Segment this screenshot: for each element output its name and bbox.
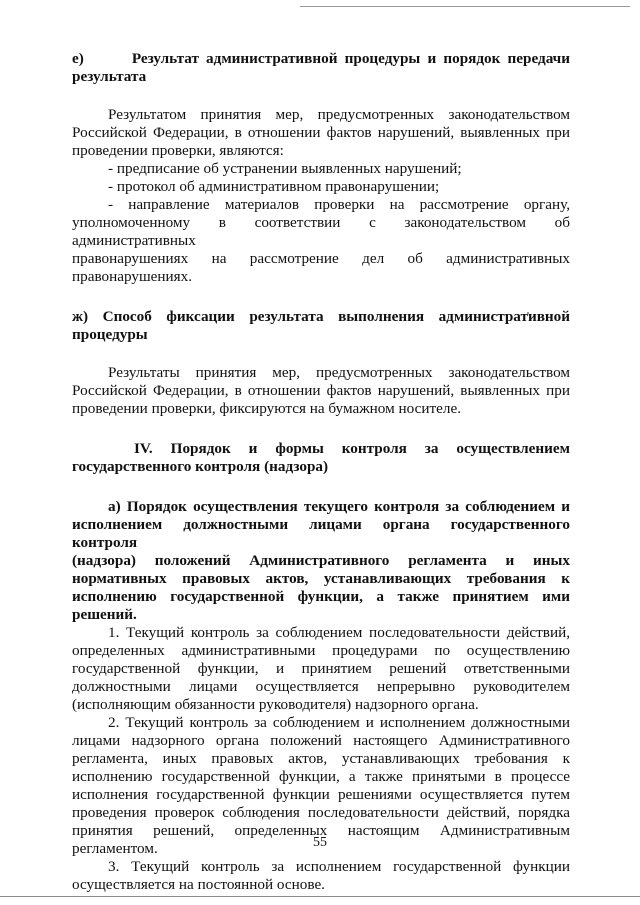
point-2-line-3: регламента, иных правовых актов, устанавливающих требования к [72, 750, 570, 767]
section-zh-para-line-1: Результаты принятия мер, предусмотренных законодательством [108, 364, 570, 381]
section-e-heading [72, 50, 570, 68]
section-e-title-line2: результата [72, 68, 147, 85]
section-e-letter: е) [72, 50, 84, 67]
section-e-para-line-3: проведении проверки, являются: [72, 142, 284, 159]
section-e-item-3-line-4: правонарушениях. [72, 268, 193, 285]
scan-edge-bottom [0, 896, 640, 897]
point-3-line-2: осуществляется на постоянной основе. [72, 876, 325, 893]
section-e-item-3-line-3: правонарушениях на рассмотрение дел об административных [72, 250, 570, 267]
section-zh-heading-line-2: процедуры [72, 326, 148, 343]
point-1-line-2: определенных административными процедурами по осуществлению [72, 642, 570, 659]
section-e-item-3-line-1: - направление материалов проверки на рассмотрение органу, [108, 196, 570, 213]
point-2-line-7: принятия решений, определенных настоящим Административным [72, 822, 570, 839]
subsection-a-heading-line-4: нормативных правовых актов, устанавливающих требования к [72, 570, 570, 587]
section-iv-numeral: IV. [134, 440, 153, 457]
section-e-para-line-1: Результатом принятия мер, предусмотренных законодательством [108, 106, 570, 123]
subsection-a-heading-line-5: исполнению государственной функции, а также принятием ими [72, 588, 570, 605]
point-1-line-4: должностными лицами осуществляется непрерывно руководителем [72, 678, 570, 695]
section-zh-heading-line-1: ж) Способ фиксации результата выполнения административной [72, 308, 570, 325]
document-page [72, 50, 570, 894]
section-iv-word: формы [275, 440, 324, 457]
point-2-line-1: 2. Текущий контроль за соблюдением и исполнением должностными [108, 714, 570, 731]
page-number: 55 [313, 835, 327, 850]
point-1-line-1: 1. Текущий контроль за соблюдением последовательности действий, [108, 624, 570, 641]
section-e-para-line-2: Российской Федерации, в отношении фактов нарушений, выявленных при [72, 124, 570, 141]
point-2-line-4: исполнению государственной функции, а также принятыми в процессе [72, 768, 570, 785]
section-iv-word: Порядок [170, 440, 231, 457]
subsection-a-heading-line-3: (надзора) положений Административного регламента и иных [72, 552, 570, 569]
point-1-line-3: государственной функции, и принятием решений ответственными [72, 660, 570, 677]
point-2-line-6: проведения проверок соблюдения последовательности действий, порядка [72, 804, 570, 821]
subsection-a-heading-line-6: решений. [72, 606, 137, 623]
section-e-item-1: - предписание об устранении выявленных нарушений; [108, 160, 462, 177]
point-2-line-5: исполнения государственной функции решениями осуществляется путем [72, 786, 570, 803]
point-1-line-5: (исполняющим обязанности руководителя) надзорного органа. [72, 696, 479, 713]
section-zh-para-line-3: проведении проверки, фиксируются на бумажном носителе. [72, 400, 461, 417]
section-iv-word: и [248, 440, 258, 457]
point-2-line-2: лицами надзорного органа положений настоящего Административного [72, 732, 570, 749]
section-iv-word: осуществлением [456, 440, 570, 457]
section-iv-heading-line-2: государственного контроля (надзора) [72, 458, 329, 475]
scan-edge-top [300, 6, 630, 7]
subsection-a-heading-line-1: а) Порядок осуществления текущего контроля за соблюдением и [108, 498, 570, 515]
section-iv-word: контроля [341, 440, 407, 457]
subsection-a-heading-line-2: исполнением должностными лицами органа государственного контроля [72, 516, 570, 551]
section-e-item-3-line-2: уполномоченному в соответствии с законодательством об административных [72, 214, 570, 249]
section-e-item-2: - протокол об административном правонарушении; [108, 178, 440, 195]
section-iv-heading-line-1 [72, 440, 570, 458]
section-e-title: Результат административной процедуры и порядок передачи [131, 50, 570, 67]
section-iv-word: за [424, 440, 439, 457]
point-2-line-8: регламентом. [72, 840, 158, 857]
point-3-line-1: 3. Текущий контроль за исполнением государственной функции [108, 858, 570, 875]
section-zh-para-line-2: Российской Федерации, в отношении фактов нарушений, выявленных при [72, 382, 570, 399]
